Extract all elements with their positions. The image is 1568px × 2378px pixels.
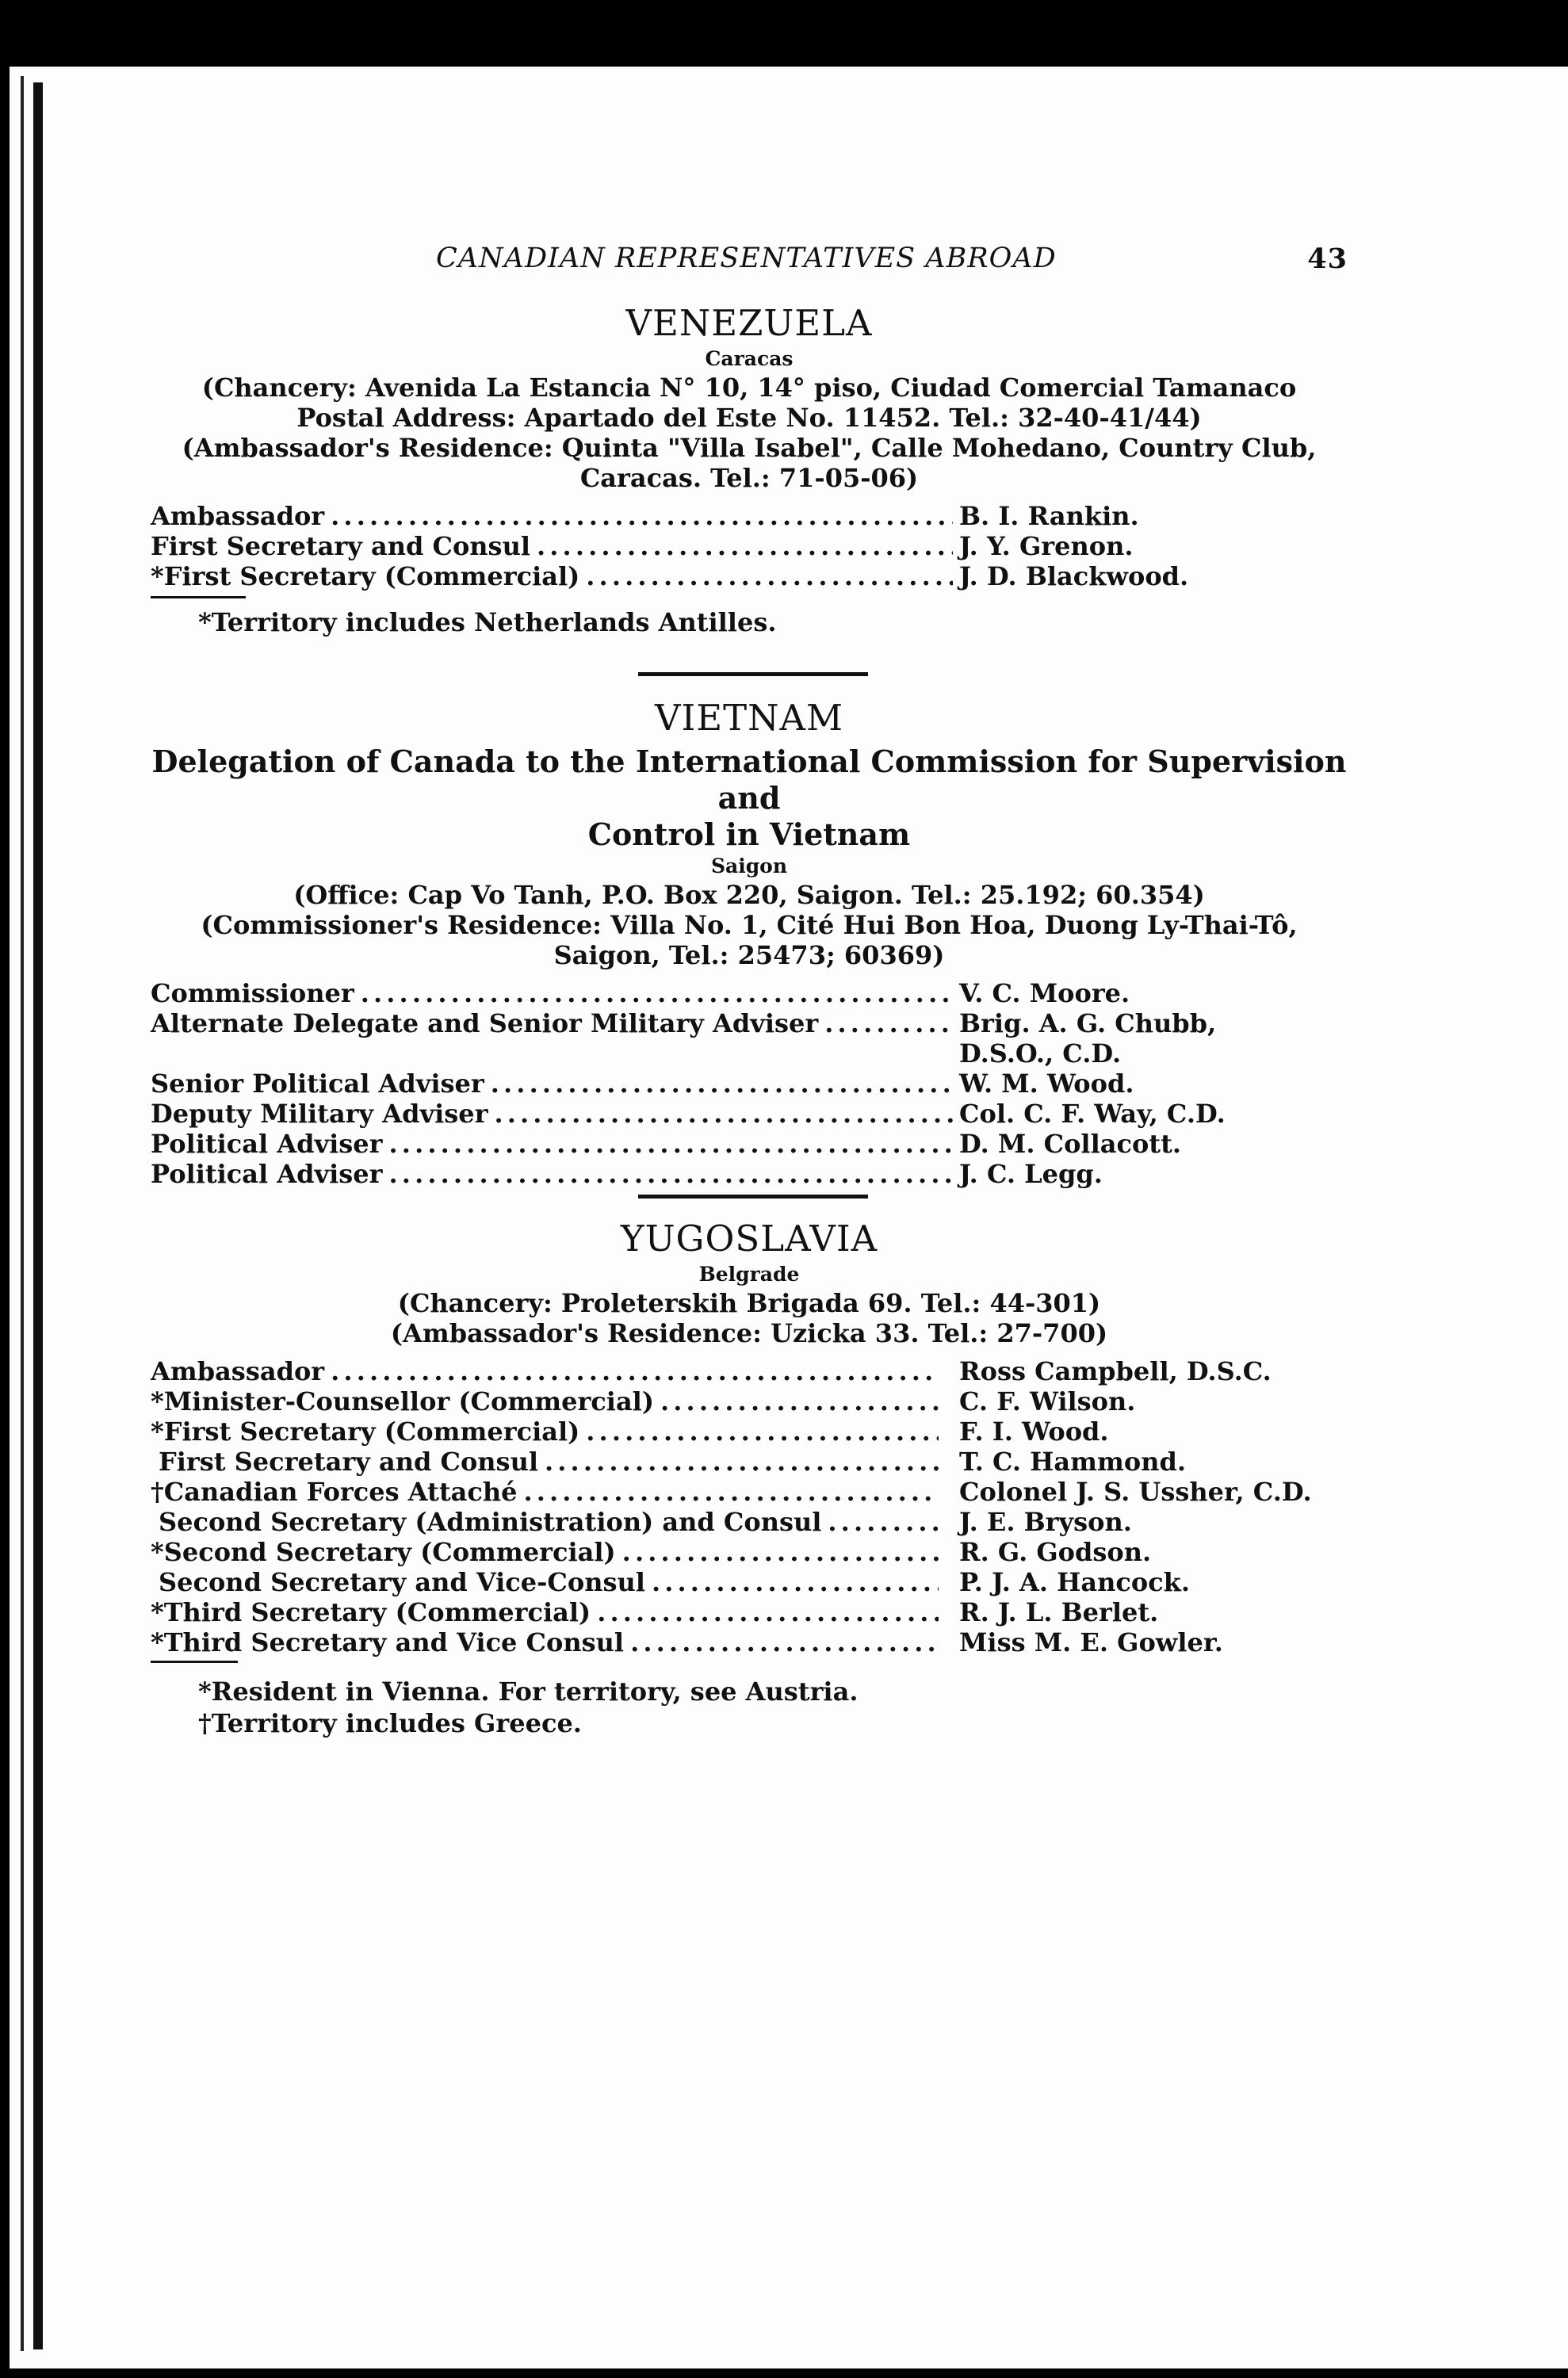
staff-title: Ambassador [151,1356,325,1386]
address-line: (Ambassador's Residence: Quinta "Villa Isabel", Calle Mohedano, Country Club, [182,433,1317,463]
footnote: *Resident in Vienna. For territory, see Austria. [198,1676,859,1707]
city-heading: Belgrade [698,1263,800,1286]
staff-row [151,1008,1348,1069]
address-line: (Chancery: Proleterskih Brigada 69. Tel.: 44-301) [397,1288,1101,1318]
staff-name: T. C. Hammond. [959,1447,1186,1477]
staff-row [151,1627,1348,1657]
staff-name: J. C. Legg. [959,1159,1103,1189]
staff-name: Col. C. F. Way, C.D. [959,1099,1226,1129]
delegation-title: Control in Vietnam [587,816,911,852]
staff-row [151,1537,1348,1567]
staff-title: †Canadian Forces Attaché [151,1477,518,1507]
staff-name: Miss M. E. Gowler. [959,1627,1223,1657]
city-heading: Caracas [705,347,794,370]
staff-name: D. M. Collacott. [959,1129,1181,1159]
staff-name: J. Y. Grenon. [959,531,1134,561]
staff-list [151,501,1348,591]
staff-title: Second Secretary and Vice-Consul [159,1567,645,1597]
staff-row [151,531,1348,561]
staff-title: First Secretary and Consul [151,531,530,561]
staff-row [151,561,1348,591]
staff-row [151,978,1348,1008]
staff-row [151,1129,1348,1159]
leader-dots [331,501,953,531]
address-line: (Office: Cap Vo Tanh, P.O. Box 220, Saigon. Tel.: 25.192; 60.354) [293,880,1205,910]
section-divider [638,1195,868,1199]
staff-row [151,1507,1348,1537]
staff-name: C. F. Wilson. [959,1386,1136,1416]
staff-title: Alternate Delegate and Senior Military Adviser [151,1008,819,1038]
staff-name: B. I. Rankin. [959,501,1139,531]
delegation-title: Delegation of Canada to the International Commission for Supervision and [151,744,1347,816]
staff-list [151,1356,1348,1657]
staff-title: *First Secretary (Commercial) [151,561,580,591]
staff-title: *Third Secretary (Commercial) [151,1597,591,1627]
leader-dots [389,1129,954,1159]
staff-name: R. J. L. Berlet. [959,1597,1159,1627]
section-divider [638,672,868,676]
footnote: †Territory includes Greece. [198,1708,582,1738]
city-heading: Saigon [710,854,788,877]
country-heading: VIETNAM [654,697,844,739]
page-number: 43 [1307,243,1348,275]
address-line: Saigon, Tel.: 25473; 60369) [553,940,945,970]
running-title: CANADIAN REPRESENTATIVES ABROAD [436,243,1057,274]
staff-name: J. D. Blackwood. [959,561,1189,591]
staff-title: Second Secretary (Administration) and Consul [159,1507,822,1537]
staff-title: Senior Political Adviser [151,1069,484,1099]
staff-row [151,1356,1348,1386]
staff-row [151,1567,1348,1597]
staff-name: Brig. A. G. Chubb, D.S.O., C.D. [959,1008,1217,1069]
leader-dots [630,1627,939,1657]
leader-dots [494,1099,953,1129]
staff-name: W. M. Wood. [959,1069,1134,1099]
leader-dots [660,1386,939,1416]
staff-name: Colonel J. S. Ussher, C.D. [959,1477,1312,1507]
leader-dots [597,1597,939,1627]
staff-title: Commissioner [151,978,354,1008]
leader-dots [491,1069,953,1099]
footnote: *Territory includes Netherlands Antilles. [198,607,777,637]
staff-row [151,1416,1348,1447]
footnote-rule [151,596,246,598]
leader-dots [537,531,953,561]
staff-title: *Third Secretary and Vice Consul [151,1627,625,1657]
address-line: Caracas. Tel.: 71-05-06) [579,463,919,493]
leader-dots [652,1567,939,1597]
section-yugoslavia [151,1217,1348,1739]
staff-row [151,1159,1348,1189]
staff-name: J. E. Bryson. [959,1507,1132,1537]
staff-name: Ross Campbell, D.S.C. [959,1356,1272,1386]
staff-title: First Secretary and Consul [159,1447,538,1477]
staff-row [151,1477,1348,1507]
staff-name: V. C. Moore. [959,978,1130,1008]
staff-title: *Second Secretary (Commercial) [151,1537,616,1567]
staff-row [151,1447,1348,1477]
leader-dots [824,1008,953,1038]
staff-name: R. G. Godson. [959,1537,1152,1567]
country-heading: YUGOSLAVIA [620,1218,878,1260]
leader-dots [828,1507,939,1537]
staff-list [151,978,1348,1189]
staff-title: *First Secretary (Commercial) [151,1416,580,1447]
staff-title: Deputy Military Adviser [151,1099,488,1129]
leader-dots [622,1537,939,1567]
staff-title: Political Adviser [151,1129,383,1159]
running-header [151,238,1348,277]
leader-dots [389,1159,954,1189]
leader-dots [586,561,953,591]
country-heading: VENEZUELA [625,302,873,344]
staff-row [151,1386,1348,1416]
staff-row [151,1597,1348,1627]
address-line: (Ambassador's Residence: Uzicka 33. Tel.: 27-700) [390,1318,1108,1348]
staff-title: *Minister-Counsellor (Commercial) [151,1386,654,1416]
staff-row [151,501,1348,531]
staff-row [151,1069,1348,1099]
staff-title: Political Adviser [151,1159,383,1189]
section-venezuela [151,301,1348,638]
leader-dots [523,1477,939,1507]
staff-row [151,1099,1348,1129]
leader-dots [361,978,953,1008]
address-line: (Commissioner's Residence: Villa No. 1, Cité Hui Bon Hoa, Duong Ly-Thai-Tô, [201,910,1298,940]
footnote-rule [151,1661,238,1663]
address-line: Postal Address: Apartado del Este No. 11452. Tel.: 32-40-41/44) [296,403,1202,433]
staff-name: P. J. A. Hancock. [959,1567,1190,1597]
staff-title: Ambassador [151,501,325,531]
address-line: (Chancery: Avenida La Estancia N° 10, 14° piso, Ciudad Comercial Tamanaco [201,373,1297,403]
staff-name: F. I. Wood. [959,1416,1109,1447]
leader-dots [545,1447,939,1477]
leader-dots [331,1356,939,1386]
section-vietnam [151,696,1348,1189]
binding-edge [21,76,24,2351]
binding-edge-shadow [33,82,43,2349]
leader-dots [586,1416,939,1447]
